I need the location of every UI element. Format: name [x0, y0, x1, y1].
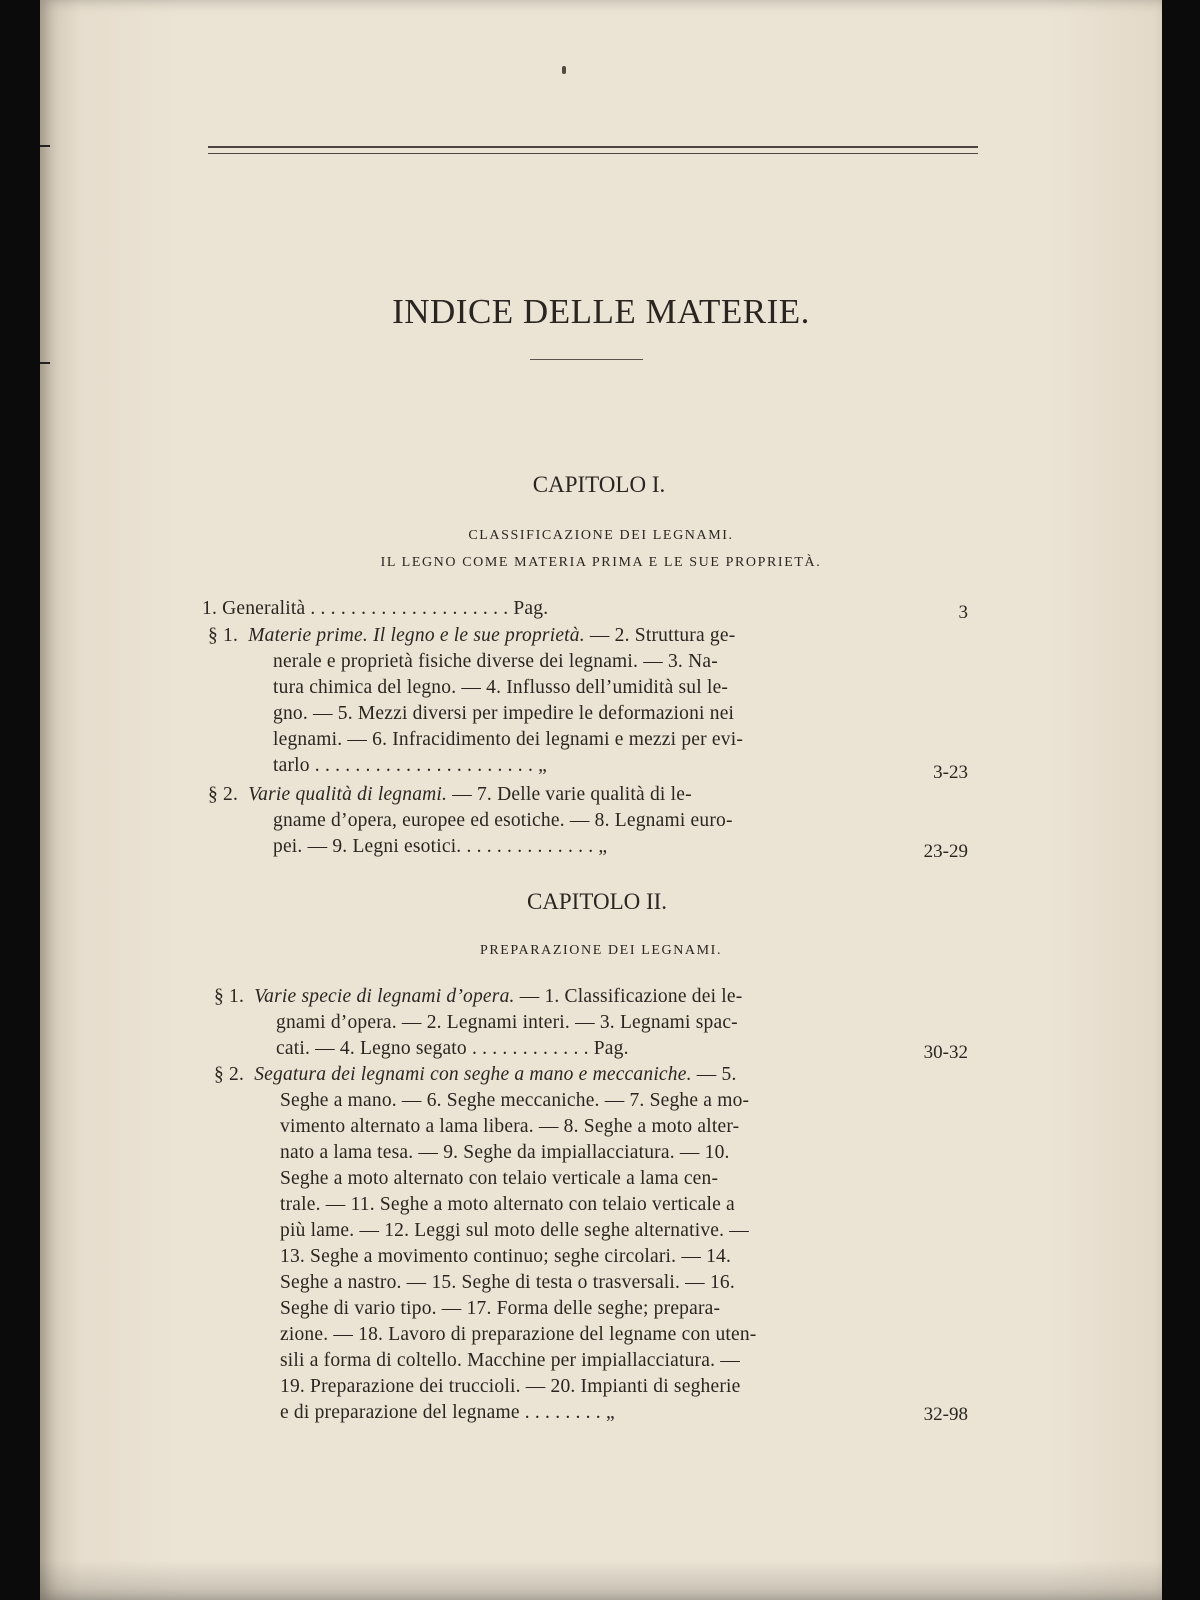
toc-line: tarlo . . . . . . . . . . . . . . . . . . . . . . „	[273, 755, 547, 776]
toc-line: nerale e proprietà fisiche diverse dei legnami. — 3. Na-	[273, 651, 718, 672]
toc-line	[208, 625, 735, 647]
section-number: § 2.	[214, 1064, 245, 1085]
page-number: 23-29	[923, 841, 968, 862]
toc-line: più lame. — 12. Leggi sul moto delle seghe alternative. —	[280, 1220, 749, 1241]
toc-line: 13. Seghe a movimento continuo; seghe circolari. — 14.	[280, 1246, 732, 1267]
toc-line: Seghe a nastro. — 15. Seghe di testa o trasversali. — 16.	[280, 1272, 735, 1293]
toc-line-text: — 7. Delle varie qualità di le-	[452, 784, 692, 805]
book-page	[40, 0, 1162, 1600]
toc-line-text: — 5.	[696, 1064, 737, 1085]
section-title: Varie qualità di legnami.	[248, 784, 448, 805]
title-underline	[530, 359, 643, 360]
page-edge-mark	[40, 145, 50, 147]
toc-line: vimento alternato a lama libera. — 8. Seghe a moto alter-	[280, 1116, 740, 1137]
toc-line	[214, 1064, 737, 1086]
page-bottom-shadow	[40, 1560, 1162, 1600]
section-number: § 2.	[208, 784, 239, 805]
chapter-2-subtitle: PREPARAZIONE DEI LEGNAMI.	[479, 943, 723, 958]
page-number: 30-32	[923, 1042, 968, 1063]
page-number: 3	[958, 602, 968, 623]
toc-line	[214, 986, 742, 1008]
chapter-1-subtitle: CLASSIFICAZIONE DEI LEGNAMI.	[468, 528, 734, 543]
toc-line: legnami. — 6. Infracidimento dei legnami e mezzi per evi-	[273, 729, 744, 750]
section-number: § 1.	[208, 625, 239, 646]
header-double-rule	[208, 146, 978, 154]
toc-line-text: — 1. Classificazione dei le-	[519, 986, 743, 1007]
toc-line: 19. Preparazione dei truccioli. — 20. Impianti di segherie	[280, 1376, 741, 1397]
toc-line: e di preparazione del legname . . . . . . . . „	[280, 1402, 615, 1423]
toc-line: Seghe a moto alternato con telaio verticale a lama cen-	[280, 1168, 719, 1189]
toc-line: gno. — 5. Mezzi diversi per impedire le deformazioni nei	[273, 703, 735, 724]
page-number: 3-23	[933, 762, 968, 783]
page-edge-mark	[40, 362, 50, 364]
toc-line: nato a lama tesa. — 9. Seghe da impiallacciatura. — 10.	[280, 1142, 730, 1163]
section-title: Varie specie di legnami d’opera.	[254, 986, 515, 1007]
section-number: § 1.	[214, 986, 245, 1007]
toc-line	[208, 784, 692, 806]
ink-speck	[562, 66, 566, 74]
toc-line-text: — 2. Struttura ge-	[589, 625, 736, 646]
chapter-2-heading: CAPITOLO II.	[526, 889, 668, 914]
toc-line: pei. — 9. Legni esotici. . . . . . . . . . . . . . „	[273, 836, 608, 857]
section-title: Segatura dei legnami con seghe a mano e meccaniche.	[254, 1064, 692, 1085]
toc-line: Seghe di vario tipo. — 17. Forma delle seghe; prepara-	[280, 1298, 721, 1319]
toc-line: 1. Generalità . . . . . . . . . . . . . . . . . . . . Pag.	[202, 598, 549, 619]
toc-line: cati. — 4. Legno segato . . . . . . . . . . . . Pag.	[276, 1038, 629, 1059]
toc-line: tura chimica del legno. — 4. Influsso dell’umidità sul le-	[273, 677, 729, 698]
toc-line: gname d’opera, europee ed esotiche. — 8. Legnami euro-	[273, 810, 733, 831]
chapter-1-heading: CAPITOLO I.	[532, 472, 666, 497]
toc-line: zione. — 18. Lavoro di preparazione del legname con uten-	[280, 1324, 757, 1345]
toc-line: Seghe a mano. — 6. Seghe meccaniche. — 7. Seghe a mo-	[280, 1090, 750, 1111]
section-title: Materie prime. Il legno e le sue proprietà.	[248, 625, 585, 646]
toc-line: sili a forma di coltello. Macchine per impiallacciatura. —	[280, 1350, 740, 1371]
toc-line: gnami d’opera. — 2. Legnami interi. — 3. Legnami spac-	[276, 1012, 738, 1033]
chapter-1-subtitle: IL LEGNO COME MATERIA PRIMA E LE SUE PROPRIETÀ.	[380, 555, 822, 570]
page-number: 32-98	[923, 1404, 968, 1425]
page-title: INDICE DELLE MATERIE.	[392, 292, 810, 331]
toc-line: trale. — 11. Seghe a moto alternato con telaio verticale a	[280, 1194, 735, 1215]
